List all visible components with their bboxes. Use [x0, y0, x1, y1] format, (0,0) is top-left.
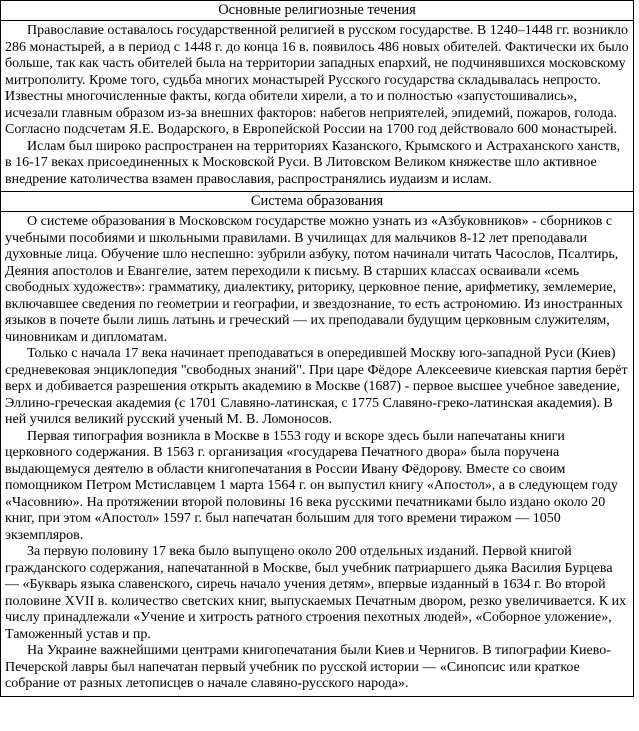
section-education-system — [1, 191, 633, 696]
section-header-education-system: Система образования — [1, 191, 633, 212]
paragraph: О системе образования в Московском государстве можно узнать из «Азбуковников» - сборников с учебными пособиями и школьными правилами. В училищах для мальчиков 8-12 лет преподавали духовные лица. Обучение шло неспешно: зубрили азбуку, потом начинали читать Часослов, Псалтирь, Деяния апостолов и Евангелие, затем переходили к письму. В старших классах осваивали «семь свободных художеств»: грамматику, диалектику, риторику, церковное пение, арифметику, землемерие, включавшее сведения по геометрии и географии, и звездознание, то есть астрономию. Из иностранных языков в почете были лишь латынь и греческий — их преподавали будущим церковным служителям, чиновникам и дипломатам. — [5, 214, 623, 345]
paragraph: Только с начала 17 века начинает преподаваться в опередившей Москву юго-западной Руси (Киев) средневековая энциклопедия "свободных знаний". При царе Фёдоре Алексеевиче киевская партия берёт верх и добивается разрешения открыть академию в Москве (1687) - первое высшее учебное заведение, Эллино-греческая академия (с 1701 Славяно-латинская, с 1775 Славяно-греко-латинская академия). В ней учился великий русский ученый М. В. Ломоносов. — [5, 346, 628, 427]
paragraph: За первую половину 17 века было выпущено около 200 отдельных изданий. Первой книгой гражданского содержания, напечатанной в Москве, был учебник патриаршего дьяка Василия Бурцева — «Букварь языка славенского, сиречь начало учения детям», впервые изданный в 1634 г. Во второй половине XVII в. количество светских книг, выпускаемых Печатным двором, резко увеличивается. К их числу принадлежали «Учение и хитрость ратного строения пехотных людей», «Соборное уложение», Таможенный устав и пр. — [5, 544, 627, 642]
section-religious-movements — [1, 1, 633, 191]
paragraph: Первая типография возникла в Москве в 1553 году и вскоре здесь были напечатаны книги церковного содержания. В 1563 г. организация «государева Печатного двора» была поручена выдающемуся деятелю в области книгопечатания в России Ивану Фёдорову. Вместе со своим помощником Петром Мстиславцем 1 марта 1564 г. он выпустил книгу «Апостол», а в следующем году «Часовнию». На протяжении второй половины 16 века русскими печатниками было издано около 20 книг, при этом «Апостол» 1597 г. был напечатан большим для того времени тиражом — 1050 экземпляров. — [5, 428, 618, 543]
paragraph: На Украине важнейшими центрами книгопечатания были Киев и Чернигов. В типографии Киево-Печерской лавры был напечатан первый учебник по русской истории — «Синопсис или краткое собрание от разных летописцев о начале славяно-русского народа». — [5, 643, 611, 691]
paragraph: Православие оставалось государственной религией в русском государстве. В 1240–1448 гг. возникло 286 монастырей, а в период с 1448 г. до конца 16 в. появилось 486 новых обителей. Фактически их было больше, так как часть обителей была на территории западных епархий, не подчинявшихся московскому митрополиту. Кроме того, судьба многих монастырей Русского государства складывалась непросто. Известны многочисленные факты, когда обители хирели, а то и полностью «запустошивались», исчезали главным образом из-за внешних факторов: набегов неприятелей, эпидемий, пожаров, голода. Согласно подсчетам Я.Е. Водарского, в Европейской России на 1700 год действовало 600 монастырей. — [5, 23, 629, 137]
section-body-education-system — [1, 212, 633, 696]
section-header-religious-movements: Основные религиозные течения — [1, 1, 633, 21]
paragraph: Ислам был широко распространен на территориях Казанского, Крымского и Астраханского ханств, в 16-17 веках присоединенных к Московской Руси. В Литовском Великом княжестве шло активное внедрение католичества взамен православия, распространялись иудаизм и ислам. — [5, 138, 621, 187]
section-body-religious-movements — [1, 21, 633, 191]
